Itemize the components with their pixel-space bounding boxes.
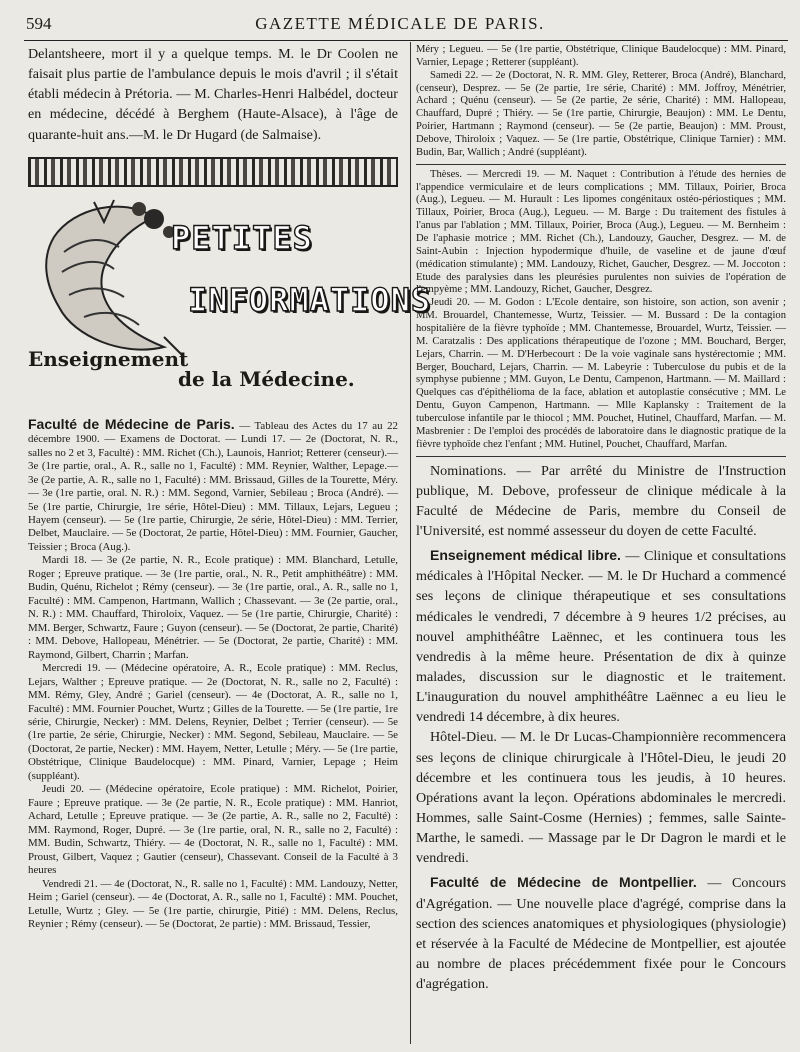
- mercredi-paragraph: Mercredi 19. — (Médecine opératoire, A. R., Ecole pratique) : MM. Reclus, Lejars, Walther ; Epreuve pratique. — 2e (Doctorat, N. R., salle no 2, Faculté) : MM. Rémy, Gley, André ; Gariel (censeur). — 4e (Doctorat, A. R., salle no 1, Faculté) : MM. Fournier Pouchet, Wurtz ; Gilles de la Tourette. — 5e (1re partie, 1re série, Chirurgie, Necker) : MM. Delens, Reynier, Delbet ; Terrier (censeur). — 5e (1re partie, 2e série, Chirurgie, Necker) : MM. Segond, Sebileau, Mauclaire. — 5e (Doctorat, 2e partie, Necker) : MM. Hayem, Netter, Letulle ; Méry. — 5e (1re partie, Obstétrique, Clinique Baudelocque) : MM. Pinard, Varnier, Lepage ; Heim (suppléant).: [28, 662, 398, 782]
- theses-paragraph: Thèses. — Mercredi 19. — M. Naquet : Contribution à l'étude des hernies de l'appendice vermiculaire et de leurs complications ; MM. Tillaux, Poirier, Broca (Aug.), Legueu. — M. Hurault : Les lipomes congénitaux ostéo-périostiques ; MM. Tillaux, Poirier, Broca (Aug.), Legueu. — M. Barge : Du traitement des fistules à l'anus par l'ablation ; MM. Tillaux, Poirier, Broca (Aug.), Legueu. — M. Bernheim : De l'aphasie motrice ; MM. Richet (Ch.), Landouzy, Gaucher, Desgrez. — M. de Saint-Aubin : Injection hypodermique d'huile, de vaseline et de jaune d'œuf (médication stimulante) ; MM. Landouzy, Richet, Gaucher, Desgrez. — M. Joccoton : Etude des paralysies dans les pleurésies purulentes non suivies de l'opération de l'empyème ; MM. Landouzy, Richet, Gaucher, Desgrez.: [416, 168, 786, 296]
- montpellier-text: — Concours d'Agrégation. — Une nouvelle place d'agrégé, comprise dans la section des sciences anatomiques et physiologiques (physiologie) et réservée à la Faculté de Médecine de Montpellier, est ajoutée au nombre de places précédemment fixée pour le Concours d'agrégation.: [416, 875, 786, 993]
- cornucopia-illustration: [34, 197, 189, 362]
- montpellier-paragraph: [416, 872, 786, 994]
- divider: [416, 164, 786, 165]
- section-title-medecine: de la Médecine.: [178, 366, 355, 391]
- faculte-paris-paragraph: [28, 416, 398, 555]
- mardi-paragraph: Mardi 18. — 3e (2e partie, N. R., Ecole pratique) : MM. Blanchard, Letulle, Roger ; Epreuve pratique. — 3e (1re partie, oral., N. R., Petit amphithéâtre) : MM. Budin, Quénu, Richelot ; Rémy (censeur). — 3e (1re partie, oral., A. R., salle no 1, Faculté) : MM. Campenon, Hartmann, Wallich ; Chassevant. — 3e (2e partie, oral., N. R.) : MM. Chauffard, Thiroloix, Vaquez. — 5e (1re partie, Chirurgie, Charité) : MM. Berger, Schwartz, Faure ; Guyon (censeur). — 5e (Doctorat, 2e partie, Charité) : MM. Debove, Hallopeau, Ménétrier. — 5e (Doctorat, 2e partie, Charité) : MM. Raymond, Gilbert, Charrin ; Marfan.: [28, 554, 398, 661]
- jeudi-theses-paragraph: Jeudi 20. — M. Godon : L'Ecole dentaire, son histoire, son action, son avenir ; MM. Brouardel, Chantemesse, Wurtz, Teissier. — M. Bussard : De la contagion hospitalière de la fièvre typhoïde ; MM. Chantemesse, Brouardel, Wurtz, Teissier. — M. Caratzalis : Des applications thérapeutique de l'ozone ; MM. Bouchard, Berger, Lejars, Charrin. — M. D'Herbecourt : De la voie vaginale sans hystérectomie ; MM. Berger, Bouchard, Lejars, Charrin. — M. Labeyrie : Tuberculose du pubis et de la symphyse pubienne ; MM. Guyon, Le Dentu, Campenon, Hartmann. — M. Maillard : Quelques cas d'épithélioma de la face, ablation et autoplastie consécutive ; MM. Le Dentu, Guyon Campenon, Hartmann. — Mlle Kaplansky : Traitement de la tuberculose infantile par le thiocol ; MM. Pouchet, Hutinel, Chauffard, Marfan. — M. Masbrenier : De l'emploi des procédés de laboratoire dans le diagnostic pratique de la fièvre typhoïde chez l'enfant ; MM. Hutinel, Pouchet, Chauffard, Marfan.: [416, 297, 786, 450]
- libre-heading: Enseignement médical libre.: [430, 547, 621, 564]
- continued-paragraph: Méry ; Legueu. — 5e (1re partie, Obstétrique, Clinique Baudelocque) : MM. Pinard, Varnier, Lepage ; Retterer (suppléant).: [416, 44, 786, 68]
- banner-word-petites: PETITES: [171, 218, 313, 257]
- divider: [416, 456, 786, 457]
- samedi-paragraph: Samedi 22. — 2e (Doctorat, N. R. MM. Gley, Retterer, Broca (André), Blanchard, (censeur), Desprez. — 5e (2e partie, 1re série, Charité) : MM. Joffroy, Ménétrier, Achard ; Quénu (censeur). — 5e (2e partie, 2e série, Charité) : MM. Hallopeau, Chauffard, Dupré ; Thiéry. — 5e (1re partie, Chirurgie, Beaujon) : MM. Le Dentu, Poirier, Hartmann ; Raymond (censeur). — 5e (2e partie, Beaujon) : MM. Proust, Debove, Thiroloix ; Vaquez. — 5e (1re partie, Obstétrique, Clinique Tarnier) : MM. Budin, Bar, Wallich ; André (suppléant).: [416, 69, 786, 158]
- libre-text: — Clinique et consultations médicales à l'Hôpital Necker. — M. le Dr Huchard a commencé ses leçons de clinique thérapeutique et ses consultations médicales le vendredi, 7 décembre à 9 heures 1/2 précises, au nouvel amphithéâtre Laënnec, et les continuera tous les vendredis à la même heure. Présentation de dix à quinze malades, discussion sur le diagnostic et le traitement. L'inauguration du nouvel amphithéâtre Laënnec a eu lieu le vendredi 14 décembre, à dix heures.: [416, 548, 786, 726]
- page-number: 594: [26, 14, 52, 33]
- vendredi-paragraph: Vendredi 21. — 4e (Doctorat, N., R. salle no 1, Faculté) : MM. Landouzy, Netter, Heim ; Gariel (censeur). — 4e (Doctorat, A. R., salle no 1, Faculté) : MM. Pouchet, Letulle, Wurtz ; Gley. — 5e (1re partie, chirurgie, Pitié) : MM. Delens, Reclus, Reynier ; Rémy (censeur). — 5e (Doctorat, 2e partie) : MM. Brissaud, Tessier,: [28, 877, 398, 931]
- libre-paragraph: [416, 545, 786, 727]
- montpellier-heading: Faculté de Médecine de Montpellier.: [430, 874, 697, 891]
- left-column: [28, 44, 432, 932]
- ornamental-border: [28, 157, 398, 187]
- hotel-dieu-paragraph: Hôtel-Dieu. — M. le Dr Lucas-Championnière recommencera ses leçons de clinique chirurgicale à l'Hôtel-Dieu, le jeudi 20 décembre et les continuera tous les jeudis, à 10 heures. Opérations avant la leçon. Opérations abdominales le mercredi. Hommes, salle Saint-Cosme (Hernies) ; femmes, salle Sainte-Marthe, le samedi. — Massage par le Dr Dagron le mardi et le vendredi.: [416, 729, 786, 867]
- page-header: [0, 0, 800, 44]
- intro-paragraph: Delantsheere, mort il y a quelque temps. M. le Dr Coolen ne faisait plus partie de l'ambulance depuis le mois d'avril ; il s'était établi médecin à Prétoria. — M. Charles-Henri Halbédel, docteur en médecine, décédé à Berghem (Haute-Alsace), à l'âge de quarante-huit ans.—M. le Dr Hugard (de Salmaise).: [28, 46, 398, 143]
- right-column: [416, 44, 786, 994]
- faculte-paris-heading: Faculté de Médecine de Paris.: [28, 415, 235, 432]
- petites-informations-banner: [28, 197, 432, 391]
- faculte-paris-text: — Tableau des Actes du 17 au 22 décembre 1900. — Examens de Doctorat. — Lundi 17. — 2e (Doctorat, N. R., salles no 2 et 3, Faculté) : MM. Richet (Ch.), Launois, Hanriot; Retterer (censeur).—3e (1re partie, oral., A. R., salle no 1, Faculté) : MM. Reynier, Walther, Lepage.— 3e (2e partie, A. R., salle no 1, Faculté) : MM. Brissaud, Gilles de la Tourette, Méry. — 3e (1re partie, oral. N. R.) : MM. Segond, Varnier, Sebileau ; Broca (André). — 5e (1re partie, Chirurgie, 1re série, Hôtel-Dieu) : MM. Tillaux, Lejars, Legueu ; Hayem (censeur). — 5e (1re partie, Chirurgie, 2e série, Hôtel-Dieu) : MM. Terrier, Delbet, Mauclaire. — 5e (Doctorat, 2e partie, Hôtel-Dieu) : MM. Fournier, Gaucher, Teissier ; Broca (Aug.).: [28, 419, 398, 553]
- nominations-paragraph: Nominations. — Par arrêté du Ministre de l'Instruction publique, M. Debove, professeur de clinique médicale à la Faculté de Médecine de Paris, membre du Conseil de l'Université, est nommé assesseur du doyen de cette Faculté.: [416, 462, 786, 540]
- header-rule: [24, 40, 788, 41]
- jeudi-paragraph: Jeudi 20. — (Médecine opératoire, Ecole pratique) : MM. Richelot, Poirier, Faure ; Epreuve pratique. — 3e (2e partie, N. R., Ecole pratique) : MM. Hanriot, Achard, Letulle ; Epreuve pratique. — 3e (2e partie, A. R., salle no 2, Faculté) : MM. Raymond, Roger, Dupré. — 3e (1re partie, oral, N. R., salle no 2, Faculté) : MM. Budin, Schwartz, Thiéry. — 4e (Doctorat, N. R., salle no 1, Faculté) : MM. Proust, Gilbert, Vaquez ; Gautier (censeur), Chassevant. Conseil de la Faculté à 3 heures: [28, 783, 398, 877]
- section-title-enseignement: Enseignement: [28, 346, 189, 371]
- banner-word-informations: INFORMATIONS: [188, 280, 432, 319]
- column-divider: [410, 42, 411, 1044]
- journal-title: GAZETTE MÉDICALE DE PARIS.: [255, 14, 545, 33]
